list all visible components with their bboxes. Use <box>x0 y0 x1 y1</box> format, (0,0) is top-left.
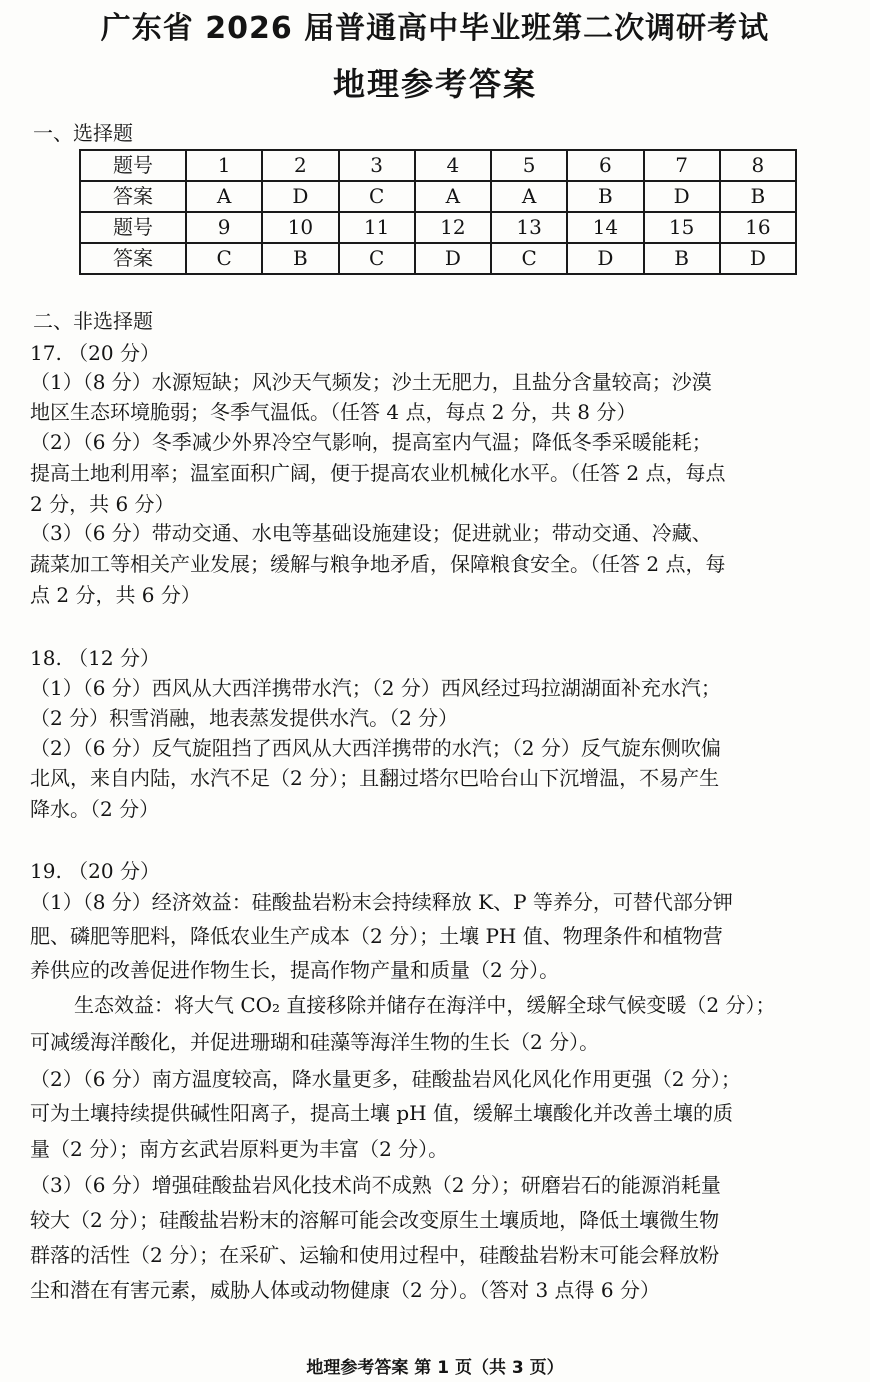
table-cell: A <box>415 181 491 212</box>
page-footer: 地理参考答案 第 1 页（共 3 页） <box>306 1358 564 1378</box>
table-cell: C <box>339 243 415 274</box>
table-cell: 题号 <box>80 212 186 243</box>
answer-line: 养供应的改善促进作物生长，提高作物产量和质量（2 分）。 <box>30 958 560 982</box>
table-cell: 12 <box>415 212 491 243</box>
table-cell: 10 <box>262 212 338 243</box>
answer-line: （2）（6 分）反气旋阻挡了西风从大西洋携带的水汽；（2 分）反气旋东侧吹偏 <box>30 736 721 760</box>
answer-line: 肥、磷肥等肥料，降低农业生产成本（2 分）；土壤 PH 值、物理条件和植物营 <box>30 924 723 948</box>
table-cell: C <box>339 181 415 212</box>
table-cell: 答案 <box>80 243 186 274</box>
table-cell: D <box>567 243 643 274</box>
table-cell: D <box>415 243 491 274</box>
answer-line: 提高土地利用率；温室面积广阔，便于提高农业机械化水平。（任答 2 点，每点 <box>30 461 726 485</box>
answer-line: 蔬菜加工等相关产业发展；缓解与粮争地矛盾，保障粮食安全。（任答 2 点，每 <box>30 552 726 576</box>
answer-line: 点 2 分，共 6 分） <box>30 583 201 607</box>
question-18-heading: 18. （12 分） <box>30 646 160 670</box>
answer-line: 降水。（2 分） <box>30 797 160 821</box>
table-cell: 16 <box>720 212 796 243</box>
table-row <box>80 181 796 212</box>
table-cell: 5 <box>491 150 567 181</box>
answer-line: （2 分）积雪消融，地表蒸发提供水汽。（2 分） <box>30 706 459 730</box>
table-cell: D <box>720 243 796 274</box>
table-cell: 13 <box>491 212 567 243</box>
table-cell: A <box>186 181 262 212</box>
table-cell: 2 <box>262 150 338 181</box>
answer-line: 北风，来自内陆，水汽不足（2 分）；且翻过塔尔巴哈台山下沉增温，不易产生 <box>30 766 720 790</box>
table-cell: B <box>720 181 796 212</box>
table-cell: B <box>262 243 338 274</box>
table-cell: 6 <box>567 150 643 181</box>
answer-line: （3）（6 分）带动交通、水电等基础设施建设；促进就业；带动交通、冷藏、 <box>30 521 712 545</box>
answer-line: 可为土壤持续提供碱性阳离子，提高土壤 pH 值，缓解土壤酸化并改善土壤的质 <box>30 1101 733 1125</box>
table-cell: 8 <box>720 150 796 181</box>
answer-line: 尘和潜在有害元素，威胁人体或动物健康（2 分）。（答对 3 点得 6 分） <box>30 1278 660 1302</box>
table-row <box>80 243 796 274</box>
table-cell: D <box>644 181 720 212</box>
question-19-heading: 19. （20 分） <box>30 859 160 883</box>
table-cell: B <box>644 243 720 274</box>
table-cell: D <box>262 181 338 212</box>
answer-line: （3）（6 分）增强硅酸盐岩风化技术尚不成熟（2 分）；研磨岩石的能源消耗量 <box>30 1173 721 1197</box>
answer-line: 2 分，共 6 分） <box>30 492 175 516</box>
answer-line: 生态效益：将大气 CO₂ 直接移除并储存在海洋中，缓解全球气候变暖（2 分）； <box>74 993 776 1017</box>
table-row <box>80 212 796 243</box>
answer-line: （2）（6 分）南方温度较高，降水量更多，硅酸盐岩风化风化作用更强（2 分）； <box>30 1067 741 1091</box>
answer-line: （1）（8 分）经济效益：硅酸盐岩粉末会持续释放 K、P 等养分，可替代部分钾 <box>30 890 733 914</box>
table-cell: 14 <box>567 212 643 243</box>
table-cell: 9 <box>186 212 262 243</box>
answer-line: 群落的活性（2 分）；在采矿、运输和使用过程中，硅酸盐岩粉末可能会释放粉 <box>30 1243 720 1267</box>
answer-table <box>79 149 797 275</box>
table-cell: C <box>186 243 262 274</box>
exam-title: 广东省 2026 届普通高中毕业班第二次调研考试 <box>100 11 770 46</box>
table-cell: 1 <box>186 150 262 181</box>
answer-line: （1）（8 分）水源短缺；风沙天气频发；沙土无肥力，且盐分含量较高；沙漠 <box>30 370 712 394</box>
table-cell: 7 <box>644 150 720 181</box>
table-row <box>80 150 796 181</box>
table-cell: C <box>491 243 567 274</box>
table-cell: A <box>491 181 567 212</box>
table-cell: 题号 <box>80 150 186 181</box>
table-cell: B <box>567 181 643 212</box>
section-heading-choice: 一、选择题 <box>33 121 133 145</box>
answer-line: （2）（6 分）冬季减少外界冷空气影响，提高室内气温；降低冬季采暖能耗； <box>30 430 712 454</box>
answer-line: 较大（2 分）；硅酸盐岩粉末的溶解可能会改变原生土壤质地，降低土壤微生物 <box>30 1208 720 1232</box>
table-cell: 11 <box>339 212 415 243</box>
answer-key-title: 地理参考答案 <box>332 65 537 103</box>
answer-line: 量（2 分）；南方玄武岩原料更为丰富（2 分）。 <box>30 1137 449 1161</box>
table-cell: 3 <box>339 150 415 181</box>
question-17-heading: 17. （20 分） <box>30 341 160 365</box>
answer-line: （1）（6 分）西风从大西洋携带水汽；（2 分）西风经过玛拉湖湖面补充水汽； <box>30 676 721 700</box>
table-cell: 15 <box>644 212 720 243</box>
table-cell: 4 <box>415 150 491 181</box>
answer-line: 地区生态环境脆弱；冬季气温低。（任答 4 点，每点 2 分，共 8 分） <box>30 400 637 424</box>
section-heading-nonchoice: 二、非选择题 <box>33 309 153 333</box>
answer-line: 可减缓海洋酸化，并促进珊瑚和硅藻等海洋生物的生长（2 分）。 <box>30 1030 600 1054</box>
table-cell: 答案 <box>80 181 186 212</box>
